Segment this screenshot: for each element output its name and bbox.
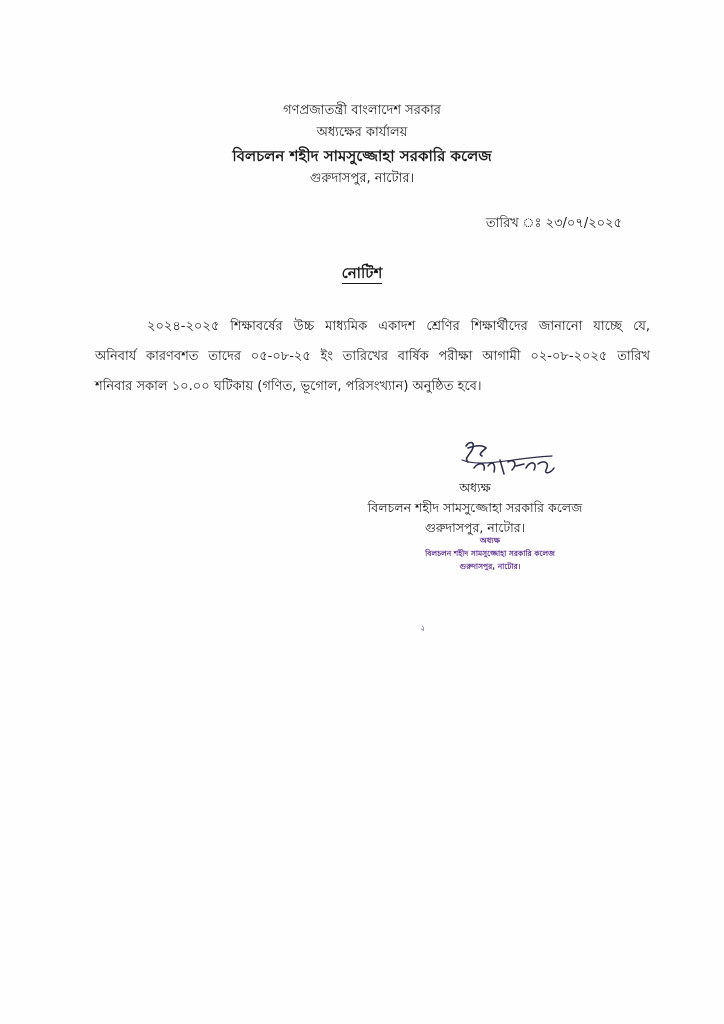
notice-body [95,312,650,402]
notice-body-line-2: অনিবার্য কারণবশত তাদের ০৫-০৮-২৫ ইং তারিখের বার্ষিক পরীক্ষা আগামী ০২-০৮-২০২৫ তারিখ [95,349,650,364]
government-name: গণপ্রজাতন্ত্রী বাংলাদেশ সরকার [283,103,441,118]
handwritten-signature [452,438,562,482]
stamp-address: গুরুদাসপুর, নাটোর। [459,562,521,571]
stamp-title: অধ্যক্ষ [479,536,501,545]
principal-signature-block [330,478,620,538]
scan-speck [420,625,426,633]
office-seal-stamp [380,534,600,573]
letterhead [0,100,724,190]
college-name: বিলচলন শহীদ সামসুজ্জোহা সরকারি কলেজ [232,147,492,165]
notice-body-line-1: ২০২৪-২০২৫ শিক্ষাবর্ষের উচ্চ মাধ্যমিক একাদশ শ্রেণির শিক্ষার্থীদের জানানো যাচ্ছে যে, [147,319,650,334]
notice-body-line-3: শনিবার সকাল ১০.০০ ঘটিকায় (গণিত, ভূগোল, পরিসংখ্যান) অনুষ্ঠিত হবে। [95,379,482,394]
notice-date: তারিখ ঃ ২৩/০৭/২০২৫ [485,216,622,231]
principal-title: অধ্যক্ষ [459,480,491,495]
principal-college: বিলচলন শহীদ সামসুজ্জোহা সরকারি কলেজ [367,500,583,515]
office-name: অধ্যক্ষের কার্যালয় [316,125,408,140]
college-address: গুরুদাসপুর, নাটোর। [309,171,415,186]
stamp-college: বিলচলন শহীদ সামসুজ্জোহা সরকারি কলেজ [425,549,555,558]
notice-title [0,262,724,287]
notice-title-text: নোটিশ [341,264,383,282]
principal-address: গুরুদাসপুর, নাটোর। [424,520,526,535]
